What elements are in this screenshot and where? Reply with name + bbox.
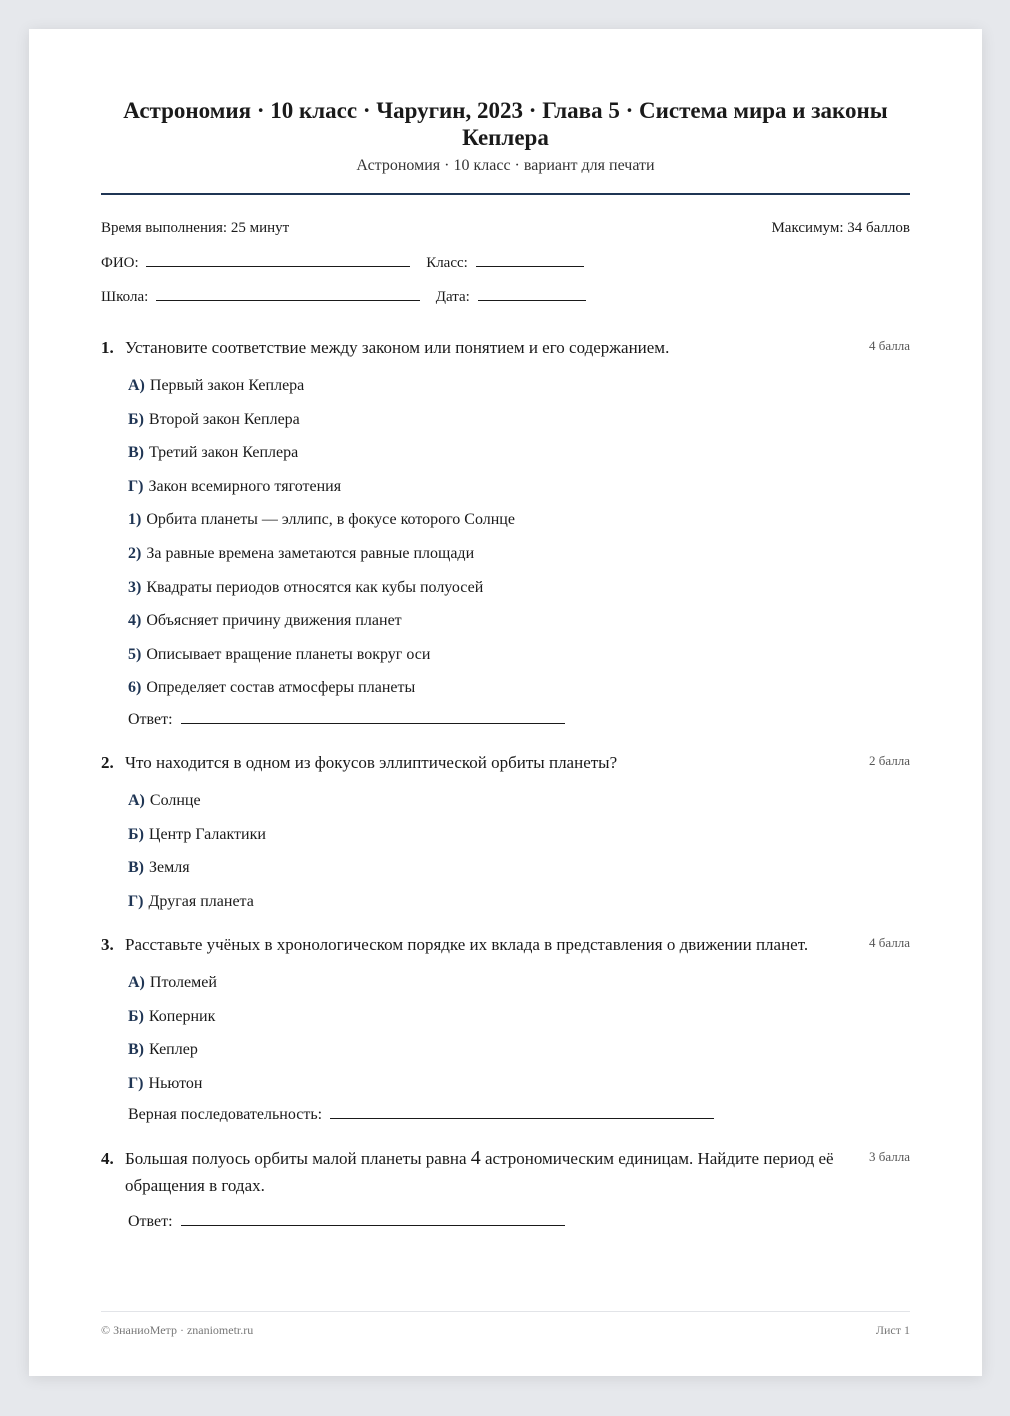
option-item[interactable]: [128, 604, 910, 638]
meta-row: [101, 220, 910, 237]
answer-input-line[interactable]: [181, 1212, 565, 1226]
option-text: Второй закон Кеплера: [148, 410, 300, 428]
option-item[interactable]: [128, 885, 910, 919]
footer-divider: [101, 1311, 910, 1312]
question-3: [101, 931, 910, 1130]
option-key: 3): [128, 578, 142, 596]
option-item[interactable]: [128, 1067, 910, 1101]
option-text: Третий закон Кеплера: [149, 444, 299, 462]
max-score: Максимум: 34 баллов: [771, 220, 910, 236]
school-input-line[interactable]: [156, 287, 420, 301]
question-points: 4 балла: [869, 338, 910, 353]
option-text: Коперник: [148, 1007, 216, 1025]
option-text: Солнце: [149, 792, 201, 809]
option-item[interactable]: [128, 818, 910, 852]
question-points: 4 балла: [869, 935, 910, 950]
option-item[interactable]: [128, 571, 910, 605]
question-text: Расставьте учёных в хронологическом порядке их вклада в представления о движении планет.: [125, 935, 809, 954]
option-item[interactable]: [128, 671, 910, 705]
option-text: Земля: [149, 859, 190, 877]
option-text: Объясняет причину движения планет: [146, 612, 402, 630]
question-points: 2 балла: [869, 753, 910, 768]
option-key: В): [128, 1041, 144, 1059]
question-2: [101, 749, 910, 918]
time-limit: Время выполнения: 25 минут: [101, 220, 290, 236]
question-text: Установите соответствие между законом или понятием и его содержанием.: [125, 338, 670, 357]
question-text-end: астрономическим единицам. Найдите период её обращения в годах.: [125, 1149, 834, 1195]
option-key: Б): [128, 1007, 144, 1025]
option-text: Орбита планеты — эллипс, в фокусе которого Солнце: [146, 511, 515, 529]
option-item[interactable]: [128, 503, 910, 537]
option-text: Ньютон: [148, 1074, 203, 1092]
option-text: Другая планета: [148, 892, 254, 910]
worksheet-page: [29, 29, 982, 1376]
option-key: А): [128, 974, 145, 991]
question-1: [101, 334, 910, 735]
option-item[interactable]: [128, 403, 910, 437]
question-number: 1.: [101, 338, 114, 357]
option-key: 1): [128, 511, 142, 529]
option-text: Первый закон Кеплера: [149, 377, 305, 394]
option-item[interactable]: [128, 369, 910, 403]
page-title: Астрономия · 10 класс · Чаругин, 2023 · Глава 5 · Система мира и законы Кеплера: [123, 98, 888, 150]
option-key: А): [128, 792, 145, 809]
question-header: [101, 1145, 910, 1199]
option-key: Г): [128, 892, 144, 910]
answer-label: Ответ:: [128, 1213, 173, 1230]
question-text-start: Большая полуось орбиты малой планеты равна: [125, 1149, 467, 1168]
school-label: Школа:: [101, 289, 149, 305]
option-key: Г): [128, 477, 144, 495]
option-key: Б): [128, 410, 144, 428]
footer-page-number: Лист 1: [875, 1323, 910, 1337]
fio-label: ФИО:: [101, 255, 139, 271]
option-list: [101, 784, 910, 918]
answer-row: [101, 1100, 910, 1130]
page-content: [101, 29, 910, 1376]
date-label: Дата:: [435, 289, 470, 305]
date-input-line[interactable]: [478, 287, 586, 301]
option-text: Квадраты периодов относятся как кубы полуосей: [146, 578, 484, 596]
answer-input-line[interactable]: [181, 710, 565, 724]
class-input-line[interactable]: [476, 253, 584, 267]
option-text: Центр Галактики: [148, 825, 266, 843]
option-item[interactable]: [128, 966, 910, 1000]
footer-copyright: © ЗнаниоМетр · znaniometr.ru: [101, 1323, 254, 1337]
option-text: Кеплер: [149, 1041, 198, 1059]
option-key: А): [128, 377, 145, 394]
question-points: 3 балла: [869, 1149, 910, 1164]
question-number-value: 4: [470, 1147, 481, 1169]
question-number: 4.: [101, 1149, 114, 1168]
fio-input-line[interactable]: [146, 253, 410, 267]
option-text: Птолемей: [149, 974, 217, 991]
answer-input-line[interactable]: [330, 1105, 714, 1119]
class-label: Класс:: [426, 255, 468, 271]
question-number: 3.: [101, 935, 114, 954]
option-text: За равные времена заметаются равные площади: [146, 544, 475, 562]
option-item[interactable]: [128, 537, 910, 571]
header-divider: [101, 193, 910, 195]
option-key: 6): [128, 679, 142, 697]
option-key: 4): [128, 612, 142, 630]
question-number: 2.: [101, 753, 114, 772]
option-item[interactable]: [128, 784, 910, 818]
page-subtitle: Астрономия · 10 класс · вариант для печати: [356, 157, 655, 174]
option-item[interactable]: [128, 1033, 910, 1067]
answer-row: [101, 705, 910, 735]
option-key: 2): [128, 544, 142, 562]
question-text: Что находится в одном из фокусов эллиптической орбиты планеты?: [125, 753, 618, 772]
school-date-row: [101, 287, 910, 306]
option-list: [101, 369, 910, 705]
option-item[interactable]: [128, 638, 910, 672]
option-key: В): [128, 859, 144, 877]
option-key: 5): [128, 645, 142, 663]
option-item[interactable]: [128, 851, 910, 885]
option-text: Определяет состав атмосферы планеты: [146, 679, 416, 697]
option-text: Описывает вращение планеты вокруг оси: [146, 645, 431, 663]
page-footer: [101, 1323, 910, 1338]
option-item[interactable]: [128, 1000, 910, 1034]
answer-label: Верная последовательность:: [128, 1106, 323, 1124]
option-list: [101, 966, 910, 1100]
option-item[interactable]: [128, 470, 910, 504]
option-text: Закон всемирного тяготения: [148, 477, 342, 495]
option-item[interactable]: [128, 436, 910, 470]
question-header: [101, 749, 910, 776]
question-header: [101, 334, 910, 361]
name-class-row: [101, 253, 910, 272]
question-header: [101, 931, 910, 958]
option-key: Б): [128, 825, 144, 843]
answer-label: Ответ:: [128, 710, 173, 728]
option-key: В): [128, 444, 144, 462]
option-key: Г): [128, 1074, 144, 1092]
answer-row: [101, 1207, 910, 1237]
question-4: [101, 1145, 910, 1237]
